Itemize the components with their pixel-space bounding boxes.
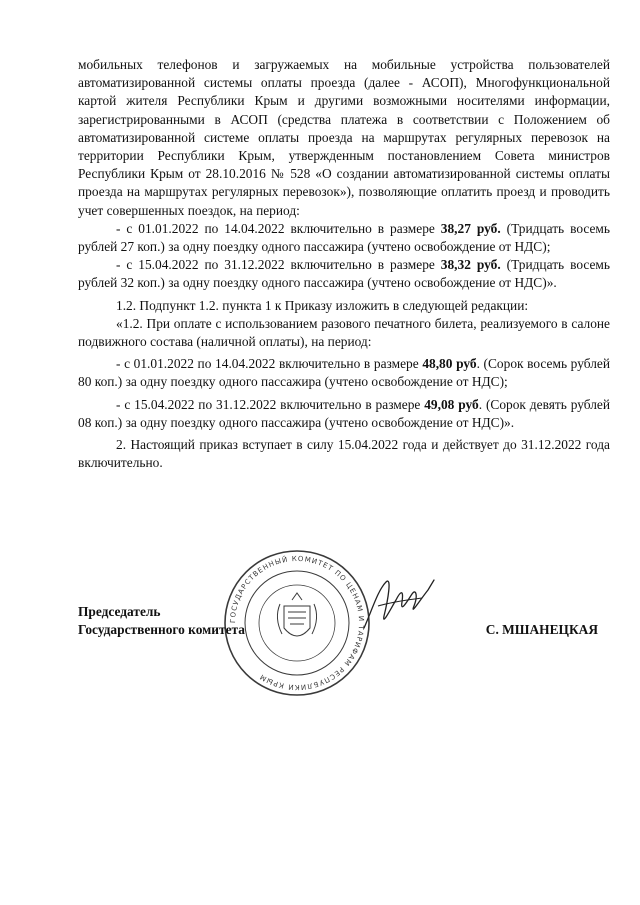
paragraph-cash-payment: «1.2. При оплате с использованием разового печатного билета, реализуемого в салоне подвижного состава (наличной оплаты), на период: — [78, 315, 610, 350]
signatory-title-line-2: Государственного комитета — [78, 622, 245, 637]
tariff-3-period: - с 01.01.2022 по 14.04.2022 включительно в размере — [116, 356, 423, 372]
paragraph-tariff-2 — [78, 256, 610, 292]
tariff-3-price: 48,80 руб — [422, 356, 477, 372]
tariff-4-price: 49,08 руб — [424, 396, 479, 412]
paragraph-tariff-3 — [78, 355, 610, 391]
tariff-2-desc: (Тридцать восемь рублей 32 коп.) за одну поездку одного пассажира (учтено освобождение от НДС)». — [78, 257, 610, 291]
signatory-title — [78, 603, 245, 639]
paragraph-tariff-4 — [78, 396, 610, 432]
signatory-title-line-1: Председатель — [78, 604, 161, 619]
tariff-1-price: 38,27 руб. — [440, 220, 501, 236]
signature-scribble — [358, 570, 438, 640]
paragraph-subclause-1-2: 1.2. Подпункт 1.2. пункта 1 к Приказу изложить в следующей редакции: — [116, 297, 529, 313]
tariff-4-period: - с 15.04.2022 по 31.12.2022 включительно в размере — [116, 396, 425, 412]
tariff-1-desc: (Тридцать восемь рублей 27 коп.) за одну поездку одного пассажира (учтено освобождение от НДС); — [78, 220, 610, 255]
seal-ring-text: ГОСУДАРСТВЕННЫЙ КОМИТЕТ ПО ЦЕНАМ И ТАРИФАМ РЕСПУБЛИКИ КРЫМ — [228, 554, 366, 692]
tariff-1-period: - с 01.01.2022 по 14.04.2022 включительно в размере — [116, 220, 441, 236]
paragraph-tariff-1 — [78, 220, 610, 256]
svg-text:ГОСУДАРСТВЕННЫЙ КОМИТЕТ ПО ЦЕН — [229, 555, 365, 691]
signatory-name: С. МШАНЕЦКАЯ — [485, 622, 598, 637]
tariff-2-period: - с 15.04.2022 по 31.12.2022 включительно в размере — [116, 257, 441, 273]
tariff-3-desc: . (Сорок восемь рублей 80 коп.) за одну поездку одного пассажира (учтено освобождение от НДС); — [78, 356, 610, 390]
tariff-4-desc: . (Сорок девять рублей 08 коп.) за одну поездку одного пассажира (учтено освобождение от НДС)». — [78, 396, 611, 430]
paragraph-effective-date: 2. Настоящий приказ вступает в силу 15.04.2022 года и действует до 31.12.2022 года включительно. — [78, 437, 610, 471]
coat-of-arms-icon — [277, 593, 316, 636]
paragraph-card-payment: мобильных телефонов и загружаемых на мобильные устройства пользователей автоматизированной системы оплаты проезда (далее - АСОП), Многофункциональной картой жителя Республики Крым и другими возможными носителями информации, зарегистрированными в АСОП (средства платежа в соответствии с Положением об автоматизированной системе оплаты проезда на маршрутах регулярных перевозок на территории Республики Крым, утвержденным постановлением Совета министров Республики Крым от 28.10.2016 № 528 «О создании автоматизированной системы оплаты проезда на маршрутах регулярных перевозок»), позволяющие оплатить проезд и проводить учет совершенных поездок, на период: — [78, 57, 610, 218]
tariff-2-price: 38,32 руб. — [440, 257, 501, 273]
document-body — [78, 56, 610, 472]
